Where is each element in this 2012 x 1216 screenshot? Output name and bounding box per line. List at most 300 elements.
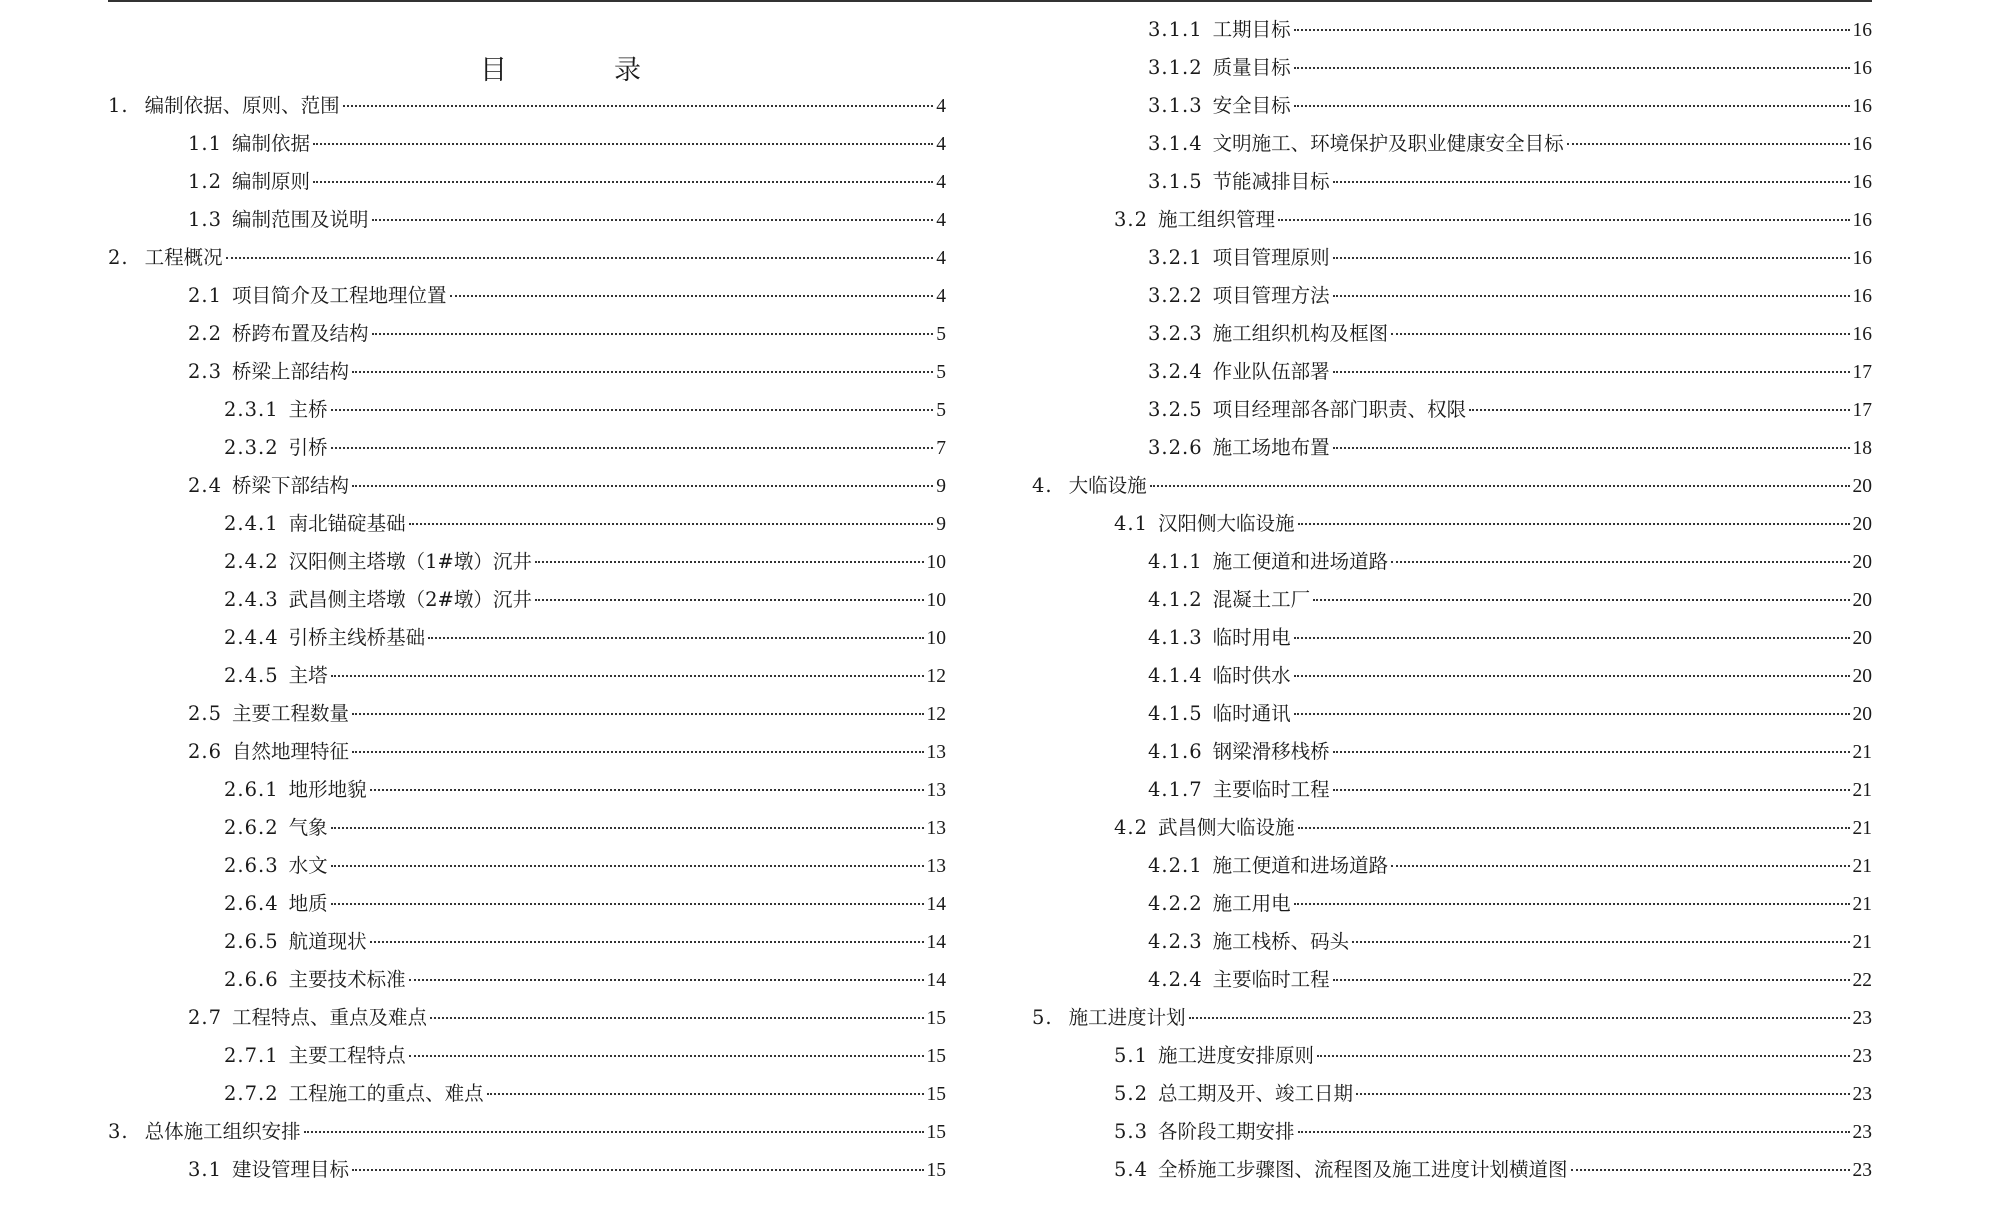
- dot-leader: [313, 143, 933, 145]
- toc-entry-label: 桥梁下部结构: [232, 474, 350, 497]
- toc-entry[interactable]: [108, 505, 946, 543]
- toc-entry-label: 工期目标: [1212, 18, 1291, 41]
- toc-entry-page: 5: [936, 324, 946, 345]
- toc-entry-number: 1.1: [188, 132, 223, 155]
- dot-leader: [1567, 143, 1850, 145]
- toc-entry-page: 5: [936, 362, 946, 383]
- toc-entry[interactable]: [108, 619, 946, 657]
- toc-entry[interactable]: [108, 277, 946, 315]
- toc-entry-label: 引桥主线桥基础: [288, 626, 426, 649]
- toc-entry-page: 4: [936, 172, 946, 193]
- toc-entry-number: 3.2.6: [1148, 436, 1203, 459]
- toc-entry-number: 2.4.4: [224, 626, 279, 649]
- toc-entry-page: 21: [1852, 780, 1872, 801]
- toc-entry-label: 汉阳侧大临设施: [1158, 512, 1295, 535]
- toc-entry[interactable]: [108, 467, 946, 505]
- toc-entry-page: 14: [926, 932, 946, 953]
- toc-entry-page: 9: [936, 514, 946, 535]
- toc-entry-label: 项目管理方法: [1212, 284, 1330, 307]
- toc-entry-page: 4: [936, 286, 946, 307]
- toc-entry-label: 全桥施工步骤图、流程图及施工进度计划横道图: [1158, 1158, 1568, 1181]
- toc-entry[interactable]: [1032, 771, 1872, 809]
- dot-leader: [535, 599, 924, 601]
- toc-entry-label: 主塔: [288, 664, 328, 687]
- toc-entry-label: 主要临时工程: [1212, 778, 1330, 801]
- toc-entry-page: 10: [926, 552, 946, 573]
- dot-leader: [1333, 371, 1850, 373]
- toc-entry-page: 20: [1852, 704, 1872, 725]
- toc-entry-label: 各阶段工期安排: [1158, 1120, 1295, 1143]
- toc-entry-page: 4: [936, 96, 946, 117]
- toc-entry-number: 5.1: [1114, 1044, 1149, 1067]
- toc-entry-page: 23: [1852, 1046, 1872, 1067]
- toc-entry-number: 5.: [1032, 1006, 1053, 1029]
- toc-entry-number: 4.2.3: [1148, 930, 1203, 953]
- toc-entry-label: 汉阳侧主塔墩（1#墩）沉井: [288, 550, 532, 573]
- toc-entry-page: 20: [1852, 628, 1872, 649]
- toc-entry-page: 17: [1852, 400, 1872, 421]
- toc-entry[interactable]: [1032, 1151, 1872, 1189]
- toc-entry-number: 4.1: [1114, 512, 1149, 535]
- toc-entry[interactable]: [108, 315, 946, 353]
- toc-entry-label: 地形地貌: [288, 778, 367, 801]
- dot-leader: [1469, 409, 1849, 411]
- dot-leader: [331, 865, 924, 867]
- toc-entry-number: 2.7.2: [224, 1082, 279, 1105]
- dot-leader: [1333, 789, 1850, 791]
- toc-entry-number: 4.1.4: [1148, 664, 1203, 687]
- toc-entry[interactable]: [108, 657, 946, 695]
- toc-entry[interactable]: [108, 87, 946, 125]
- dot-leader: [1298, 523, 1850, 525]
- dot-leader: [1391, 561, 1849, 563]
- toc-entry-label: 质量目标: [1212, 56, 1291, 79]
- dot-leader: [343, 105, 934, 107]
- toc-entry[interactable]: [1032, 353, 1872, 391]
- toc-entry-label: 项目经理部各部门职责、权限: [1212, 398, 1467, 421]
- toc-entry-page: 16: [1852, 324, 1872, 345]
- dot-leader: [1333, 295, 1850, 297]
- toc-entry[interactable]: [108, 1113, 946, 1151]
- toc-entry[interactable]: [108, 429, 946, 467]
- dot-leader: [1333, 979, 1850, 981]
- toc-entry-page: 20: [1852, 514, 1872, 535]
- toc-entry[interactable]: [1032, 809, 1872, 847]
- toc-entry-label: 引桥: [288, 436, 328, 459]
- dot-leader: [304, 1131, 924, 1133]
- toc-entry-page: 23: [1852, 1084, 1872, 1105]
- toc-entry[interactable]: [108, 695, 946, 733]
- toc-entry-page: 12: [926, 704, 946, 725]
- toc-entry-label: 南北锚碇基础: [288, 512, 406, 535]
- toc-entry-number: 2.4.5: [224, 664, 279, 687]
- dot-leader: [331, 447, 934, 449]
- toc-entry-number: 2.3.2: [224, 436, 279, 459]
- toc-entry-page: 13: [926, 818, 946, 839]
- toc-entry[interactable]: [1032, 1075, 1872, 1113]
- toc-entry-label: 施工场地布置: [1212, 436, 1330, 459]
- toc-entry[interactable]: [108, 163, 946, 201]
- toc-entry[interactable]: [108, 581, 946, 619]
- dot-leader: [1189, 1017, 1850, 1019]
- toc-entry-number: 4.1.5: [1148, 702, 1203, 725]
- dot-leader: [1333, 181, 1850, 183]
- toc-entry[interactable]: [108, 353, 946, 391]
- toc-entry[interactable]: [1032, 49, 1872, 87]
- toc-entry-page: 10: [926, 590, 946, 611]
- toc-entry-label: 工程概况: [144, 246, 223, 269]
- toc-entry[interactable]: [108, 201, 946, 239]
- dot-leader: [372, 333, 934, 335]
- toc-entry-number: 2.2: [188, 322, 223, 345]
- toc-entry-label: 桥跨布置及结构: [232, 322, 369, 345]
- toc-entry[interactable]: [108, 923, 946, 961]
- toc-entry-number: 2.7.1: [224, 1044, 279, 1067]
- toc-entry-label: 施工用电: [1212, 892, 1291, 915]
- toc-entry-label: 节能减排目标: [1212, 170, 1330, 193]
- toc-entry[interactable]: [1032, 543, 1872, 581]
- toc-entry[interactable]: [1032, 619, 1872, 657]
- toc-entry-page: 16: [1852, 96, 1872, 117]
- toc-right-column: [1032, 11, 1872, 1189]
- toc-left-column: [108, 87, 946, 1189]
- toc-entry[interactable]: [1032, 315, 1872, 353]
- toc-entry-number: 4.1.6: [1148, 740, 1203, 763]
- toc-entry-label: 施工栈桥、码头: [1212, 930, 1350, 953]
- toc-entry-number: 3.: [108, 1120, 129, 1143]
- toc-entry-page: 17: [1852, 362, 1872, 383]
- dot-leader: [1391, 865, 1849, 867]
- toc-entry-label: 大临设施: [1068, 474, 1147, 497]
- toc-entry[interactable]: [1032, 733, 1872, 771]
- toc-entry-label: 编制依据: [232, 132, 311, 155]
- toc-entry-number: 3.2.3: [1148, 322, 1203, 345]
- dot-leader: [1333, 447, 1850, 449]
- dot-leader: [352, 1169, 923, 1171]
- dot-leader: [1298, 1131, 1850, 1133]
- toc-entry-page: 20: [1852, 666, 1872, 687]
- toc-entry-label: 主要工程数量: [232, 702, 350, 725]
- toc-entry-label: 临时通讯: [1212, 702, 1291, 725]
- dot-leader: [409, 979, 924, 981]
- toc-entry-label: 施工组织机构及框图: [1212, 322, 1389, 345]
- dot-leader: [1294, 713, 1850, 715]
- toc-entry-number: 2.4.2: [224, 550, 279, 573]
- toc-entry-number: 2.6.1: [224, 778, 279, 801]
- toc-entry-page: 9: [936, 476, 946, 497]
- toc-entry-label: 临时供水: [1212, 664, 1291, 687]
- page-title: 目 录: [480, 55, 681, 86]
- toc-entry-page: 15: [926, 1008, 946, 1029]
- toc-entry-page: 15: [926, 1084, 946, 1105]
- toc-entry-label: 总体施工组织安排: [144, 1120, 301, 1143]
- toc-entry-label: 项目简介及工程地理位置: [232, 284, 447, 307]
- toc-entry[interactable]: [108, 1037, 946, 1075]
- toc-entry[interactable]: [1032, 277, 1872, 315]
- toc-entry-label: 编制原则: [232, 170, 311, 193]
- toc-entry-page: 15: [926, 1122, 946, 1143]
- toc-entry[interactable]: [108, 733, 946, 771]
- toc-entry-page: 13: [926, 780, 946, 801]
- toc-entry-label: 工程施工的重点、难点: [288, 1082, 484, 1105]
- toc-entry-label: 航道现状: [288, 930, 367, 953]
- toc-entry-label: 工程特点、重点及难点: [232, 1006, 428, 1029]
- toc-entry[interactable]: [108, 885, 946, 923]
- toc-entry-page: 23: [1852, 1122, 1872, 1143]
- top-rule: [108, 0, 1872, 2]
- toc-entry-number: 2.6.2: [224, 816, 279, 839]
- toc-entry[interactable]: [108, 125, 946, 163]
- toc-entry-page: 18: [1852, 438, 1872, 459]
- toc-entry[interactable]: [1032, 239, 1872, 277]
- toc-entry-number: 2.4: [188, 474, 223, 497]
- toc-entry-number: 3.1.4: [1148, 132, 1203, 155]
- toc-entry-label: 施工进度安排原则: [1158, 1044, 1315, 1067]
- toc-entry-page: 4: [936, 210, 946, 231]
- toc-entry-page: 5: [936, 400, 946, 421]
- toc-entry[interactable]: [108, 847, 946, 885]
- toc-entry-label: 施工便道和进场道路: [1212, 550, 1389, 573]
- dot-leader: [1294, 67, 1850, 69]
- toc-entry-page: 23: [1852, 1008, 1872, 1029]
- toc-entry-page: 13: [926, 856, 946, 877]
- toc-entry[interactable]: [1032, 467, 1872, 505]
- toc-entry-number: 4.2.1: [1148, 854, 1203, 877]
- toc-entry-label: 主要临时工程: [1212, 968, 1330, 991]
- toc-entry-number: 4.: [1032, 474, 1053, 497]
- toc-entry-label: 作业队伍部署: [1212, 360, 1330, 383]
- toc-entry-number: 2.4.1: [224, 512, 279, 535]
- toc-entry[interactable]: [1032, 391, 1872, 429]
- toc-entry[interactable]: [108, 239, 946, 277]
- toc-entry-number: 3.1.2: [1148, 56, 1203, 79]
- dot-leader: [352, 751, 923, 753]
- toc-entry[interactable]: [1032, 847, 1872, 885]
- toc-entry[interactable]: [1032, 87, 1872, 125]
- toc-entry-page: 21: [1852, 742, 1872, 763]
- toc-entry[interactable]: [1032, 695, 1872, 733]
- toc-entry-number: 2.3: [188, 360, 223, 383]
- toc-entry-number: 5.3: [1114, 1120, 1149, 1143]
- dot-leader: [370, 789, 924, 791]
- toc-entry[interactable]: [108, 999, 946, 1037]
- dot-leader: [352, 371, 933, 373]
- toc-entry-label: 安全目标: [1212, 94, 1291, 117]
- toc-entry-number: 3.2.5: [1148, 398, 1203, 421]
- toc-entry-label: 混凝土工厂: [1212, 588, 1311, 611]
- toc-entry-number: 2.4.3: [224, 588, 279, 611]
- toc-entry-number: 4.1.7: [1148, 778, 1203, 801]
- toc-entry[interactable]: [108, 809, 946, 847]
- toc-entry-page: 23: [1852, 1160, 1872, 1181]
- toc-entry-page: 21: [1852, 932, 1872, 953]
- toc-entry-label: 桥梁上部结构: [232, 360, 350, 383]
- toc-entry-label: 临时用电: [1212, 626, 1291, 649]
- toc-entry-label: 编制依据、原则、范围: [144, 94, 340, 117]
- dot-leader: [430, 1017, 923, 1019]
- toc-entry-label: 武昌侧主塔墩（2#墩）沉井: [288, 588, 532, 611]
- toc-entry-page: 21: [1852, 818, 1872, 839]
- dot-leader: [1294, 105, 1850, 107]
- toc-entry-label: 水文: [288, 854, 328, 877]
- toc-entry-number: 2.7: [188, 1006, 223, 1029]
- toc-entry-number: 1.2: [188, 170, 223, 193]
- dot-leader: [1356, 1093, 1849, 1095]
- dot-leader: [428, 637, 923, 639]
- dot-leader: [1313, 599, 1849, 601]
- toc-entry-label: 编制范围及说明: [232, 208, 369, 231]
- toc-entry-number: 3.2.2: [1148, 284, 1203, 307]
- dot-leader: [1571, 1169, 1850, 1171]
- toc-entry-label: 项目管理原则: [1212, 246, 1330, 269]
- toc-entry-page: 21: [1852, 856, 1872, 877]
- toc-entry-page: 20: [1852, 590, 1872, 611]
- dot-leader: [487, 1093, 924, 1095]
- toc-entry-page: 15: [926, 1046, 946, 1067]
- toc-entry[interactable]: [1032, 1037, 1872, 1075]
- dot-leader: [1391, 333, 1849, 335]
- toc-entry-page: 16: [1852, 20, 1872, 41]
- toc-entry[interactable]: [108, 543, 946, 581]
- toc-entry-label: 施工组织管理: [1158, 208, 1276, 231]
- toc-entry-number: 5.4: [1114, 1158, 1149, 1181]
- toc-entry-number: 1.: [108, 94, 129, 117]
- toc-entry-number: 2.6.5: [224, 930, 279, 953]
- toc-entry[interactable]: [108, 1075, 946, 1113]
- toc-entry-number: 2.6: [188, 740, 223, 763]
- toc-entry[interactable]: [1032, 11, 1872, 49]
- toc-entry[interactable]: [1032, 201, 1872, 239]
- dot-leader: [352, 485, 933, 487]
- toc-entry-page: 4: [936, 134, 946, 155]
- toc-entry-page: 15: [926, 1160, 946, 1181]
- toc-entry-number: 4.2.4: [1148, 968, 1203, 991]
- toc-entry-number: 2.6.6: [224, 968, 279, 991]
- toc-entry-label: 主要技术标准: [288, 968, 406, 991]
- toc-entry-label: 主要工程特点: [288, 1044, 406, 1067]
- toc-entry-page: 16: [1852, 134, 1872, 155]
- toc-entry-label: 建设管理目标: [232, 1158, 350, 1181]
- toc-entry-label: 施工进度计划: [1068, 1006, 1186, 1029]
- toc-entry-label: 主桥: [288, 398, 328, 421]
- toc-entry[interactable]: [108, 961, 946, 999]
- toc-entry-label: 武昌侧大临设施: [1158, 816, 1295, 839]
- toc-entry-number: 3.1.5: [1148, 170, 1203, 193]
- dot-leader: [331, 675, 924, 677]
- dot-leader: [409, 1055, 924, 1057]
- toc-entry-number: 4.2: [1114, 816, 1149, 839]
- dot-leader: [1294, 637, 1850, 639]
- toc-entry-number: 3.1.3: [1148, 94, 1203, 117]
- toc-entry-number: 3.2.1: [1148, 246, 1203, 269]
- toc-entry-page: 16: [1852, 210, 1872, 231]
- toc-entry-number: 4.2.2: [1148, 892, 1203, 915]
- toc-entry-number: 2.1: [188, 284, 223, 307]
- toc-entry-number: 2.5: [188, 702, 223, 725]
- toc-entry-page: 16: [1852, 58, 1872, 79]
- toc-entry-page: 20: [1852, 552, 1872, 573]
- toc-entry-number: 3.2.4: [1148, 360, 1203, 383]
- toc-entry-number: 4.1.3: [1148, 626, 1203, 649]
- toc-entry-label: 总工期及开、竣工日期: [1158, 1082, 1354, 1105]
- toc-entry-number: 5.2: [1114, 1082, 1149, 1105]
- toc-entry[interactable]: [108, 771, 946, 809]
- toc-entry-label: 文明施工、环境保护及职业健康安全目标: [1212, 132, 1564, 155]
- toc-entry-page: 14: [926, 894, 946, 915]
- toc-entry[interactable]: [108, 391, 946, 429]
- dot-leader: [409, 523, 934, 525]
- dot-leader: [370, 941, 924, 943]
- toc-entry[interactable]: [1032, 961, 1872, 999]
- toc-entry-label: 施工便道和进场道路: [1212, 854, 1389, 877]
- toc-entry-number: 4.1.2: [1148, 588, 1203, 611]
- toc-entry-page: 7: [936, 438, 946, 459]
- toc-entry[interactable]: [1032, 505, 1872, 543]
- dot-leader: [1333, 257, 1850, 259]
- toc-entry-page: 21: [1852, 894, 1872, 915]
- toc-entry-page: 20: [1852, 476, 1872, 497]
- toc-entry-label: 地质: [288, 892, 328, 915]
- toc-entry-number: 2.6.4: [224, 892, 279, 915]
- dot-leader: [372, 219, 934, 221]
- dot-leader: [450, 295, 934, 297]
- dot-leader: [535, 561, 924, 563]
- dot-leader: [1317, 1055, 1849, 1057]
- toc-entry-page: 16: [1852, 248, 1872, 269]
- toc-entry-page: 10: [926, 628, 946, 649]
- toc-entry-page: 12: [926, 666, 946, 687]
- toc-entry-label: 气象: [288, 816, 328, 839]
- toc-entry-label: 自然地理特征: [232, 740, 350, 763]
- toc-entry-number: 3.1.1: [1148, 18, 1203, 41]
- toc-entry[interactable]: [1032, 125, 1872, 163]
- dot-leader: [1333, 751, 1850, 753]
- dot-leader: [1150, 485, 1850, 487]
- toc-entry-page: 13: [926, 742, 946, 763]
- toc-entry[interactable]: [1032, 885, 1872, 923]
- toc-entry-number: 2.6.3: [224, 854, 279, 877]
- toc-entry-page: 4: [936, 248, 946, 269]
- toc-entry[interactable]: [1032, 163, 1872, 201]
- toc-entry-page: 16: [1852, 172, 1872, 193]
- dot-leader: [1294, 675, 1850, 677]
- dot-leader: [1278, 219, 1849, 221]
- toc-entry-number: 2.: [108, 246, 129, 269]
- toc-entry[interactable]: [108, 1151, 946, 1189]
- dot-leader: [1294, 29, 1850, 31]
- toc-entry[interactable]: [1032, 581, 1872, 619]
- toc-entry-page: 14: [926, 970, 946, 991]
- dot-leader: [331, 409, 934, 411]
- toc-entry[interactable]: [1032, 923, 1872, 961]
- toc-entry[interactable]: [1032, 429, 1872, 467]
- toc-entry-page: 16: [1852, 286, 1872, 307]
- toc-entry-number: 2.3.1: [224, 398, 279, 421]
- toc-entry-page: 22: [1852, 970, 1872, 991]
- toc-entry-number: 3.1: [188, 1158, 223, 1181]
- dot-leader: [1298, 827, 1850, 829]
- dot-leader: [226, 257, 934, 259]
- toc-entry[interactable]: [1032, 1113, 1872, 1151]
- toc-entry[interactable]: [1032, 657, 1872, 695]
- dot-leader: [352, 713, 923, 715]
- dot-leader: [1294, 903, 1850, 905]
- toc-entry-label: 钢梁滑移栈桥: [1212, 740, 1330, 763]
- dot-leader: [331, 903, 924, 905]
- dot-leader: [331, 827, 924, 829]
- dot-leader: [313, 181, 933, 183]
- toc-entry[interactable]: [1032, 999, 1872, 1037]
